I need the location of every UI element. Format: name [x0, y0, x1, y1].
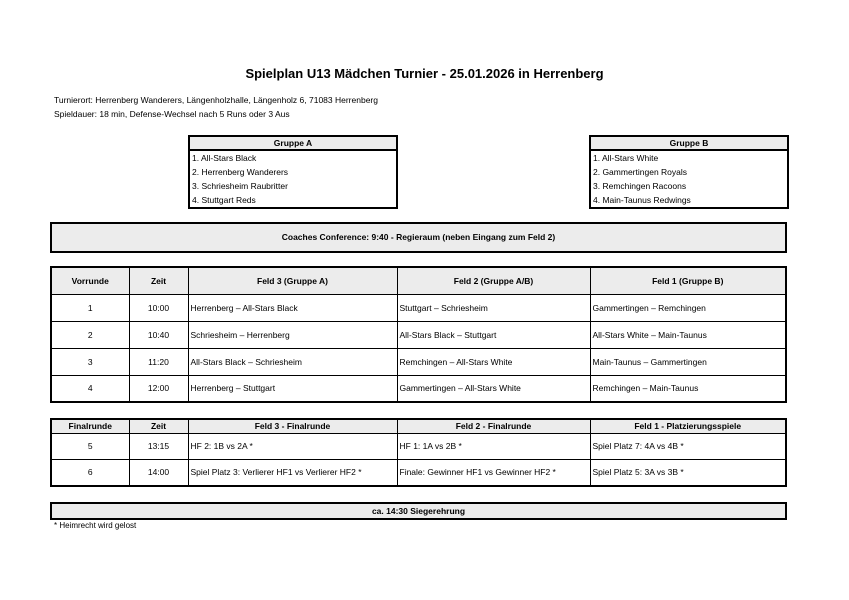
header-zeit: Zeit	[129, 267, 188, 294]
group-a-team: 3. Schriesheim Raubritter	[192, 181, 288, 191]
table-row	[51, 321, 786, 348]
vorrunde-table	[50, 266, 787, 403]
award-ceremony-banner: ca. 14:30 Siegerehrung	[50, 502, 787, 520]
match-feld1: Main-Taunus – Gammertingen	[590, 348, 786, 375]
game-duration: Spieldauer: 18 min, Defense-Wechsel nach 5 Runs oder 3 Aus	[54, 109, 290, 119]
match-feld1: Remchingen – Main-Taunus	[590, 375, 786, 402]
time: 14:00	[129, 459, 188, 486]
round-number: 3	[51, 348, 129, 375]
finalrunde-table	[50, 418, 787, 487]
round-number: 2	[51, 321, 129, 348]
table-row	[51, 433, 786, 459]
coaches-conference-banner: Coaches Conference: 9:40 - Regieraum (neben Eingang zum Feld 2)	[50, 222, 787, 253]
match-feld2: Remchingen – All-Stars White	[397, 348, 590, 375]
round-number: 4	[51, 375, 129, 402]
page-title: Spielplan U13 Mädchen Turnier - 25.01.2026 in Herrenberg	[245, 66, 604, 81]
header-feld2: Feld 2 - Finalrunde	[397, 419, 590, 433]
time: 10:40	[129, 321, 188, 348]
time: 11:20	[129, 348, 188, 375]
group-b-team: 3. Remchingen Racoons	[593, 181, 687, 191]
match-feld3: HF 2: 1B vs 2A *	[188, 433, 397, 459]
group-b-team: 2. Gammertingen Royals	[593, 167, 688, 177]
match-feld3: Herrenberg – All-Stars Black	[188, 294, 397, 321]
match-feld3: All-Stars Black – Schriesheim	[188, 348, 397, 375]
group-a-team: 2. Herrenberg Wanderers	[192, 167, 289, 177]
footnote: * Heimrecht wird gelost	[54, 521, 137, 530]
match-feld1: Spiel Platz 7: 4A vs 4B *	[590, 433, 786, 459]
match-feld2: HF 1: 1A vs 2B *	[397, 433, 590, 459]
table-row	[51, 375, 786, 402]
group-a-team: 4. Stuttgart Reds	[192, 195, 256, 205]
match-feld3: Schriesheim – Herrenberg	[188, 321, 397, 348]
group-a-team: 1. All-Stars Black	[192, 153, 257, 163]
match-feld1: All-Stars White – Main-Taunus	[590, 321, 786, 348]
vorrunde-header-row	[51, 267, 786, 294]
header-feld2: Feld 2 (Gruppe A/B)	[397, 267, 590, 294]
header-feld1: Feld 1 - Platzierungsspiele	[590, 419, 786, 433]
round-number: 1	[51, 294, 129, 321]
match-feld1: Gammertingen – Remchingen	[590, 294, 786, 321]
round-number: 6	[51, 459, 129, 486]
group-a-box	[188, 135, 398, 209]
finalrunde-header-row	[51, 419, 786, 433]
time: 10:00	[129, 294, 188, 321]
time: 13:15	[129, 433, 188, 459]
match-feld2: Finale: Gewinner HF1 vs Gewinner HF2 *	[397, 459, 590, 486]
round-number: 5	[51, 433, 129, 459]
table-row	[51, 348, 786, 375]
table-row	[51, 459, 786, 486]
group-b-team: 4. Main-Taunus Redwings	[593, 195, 691, 205]
header-feld3: Feld 3 - Finalrunde	[188, 419, 397, 433]
match-feld2: Gammertingen – All-Stars White	[397, 375, 590, 402]
match-feld3: Herrenberg – Stuttgart	[188, 375, 397, 402]
header-feld3: Feld 3 (Gruppe A)	[188, 267, 397, 294]
match-feld1: Spiel Platz 5: 3A vs 3B *	[590, 459, 786, 486]
group-b-team: 1. All-Stars White	[593, 153, 659, 163]
match-feld2: All-Stars Black – Stuttgart	[397, 321, 590, 348]
header-vorrunde: Vorrunde	[51, 267, 129, 294]
header-zeit: Zeit	[129, 419, 188, 433]
header-feld1: Feld 1 (Gruppe B)	[590, 267, 786, 294]
header-finalrunde: Finalrunde	[51, 419, 129, 433]
group-b-header: Gruppe B	[591, 137, 787, 151]
tournament-location: Turnierort: Herrenberg Wanderers, Längenholzhalle, Längenholz 6, 71083 Herrenberg	[54, 95, 378, 105]
group-a-header: Gruppe A	[190, 137, 396, 151]
time: 12:00	[129, 375, 188, 402]
match-feld2: Stuttgart – Schriesheim	[397, 294, 590, 321]
table-row	[51, 294, 786, 321]
group-b-box	[589, 135, 789, 209]
match-feld3: Spiel Platz 3: Verlierer HF1 vs Verlierer HF2 *	[188, 459, 397, 486]
